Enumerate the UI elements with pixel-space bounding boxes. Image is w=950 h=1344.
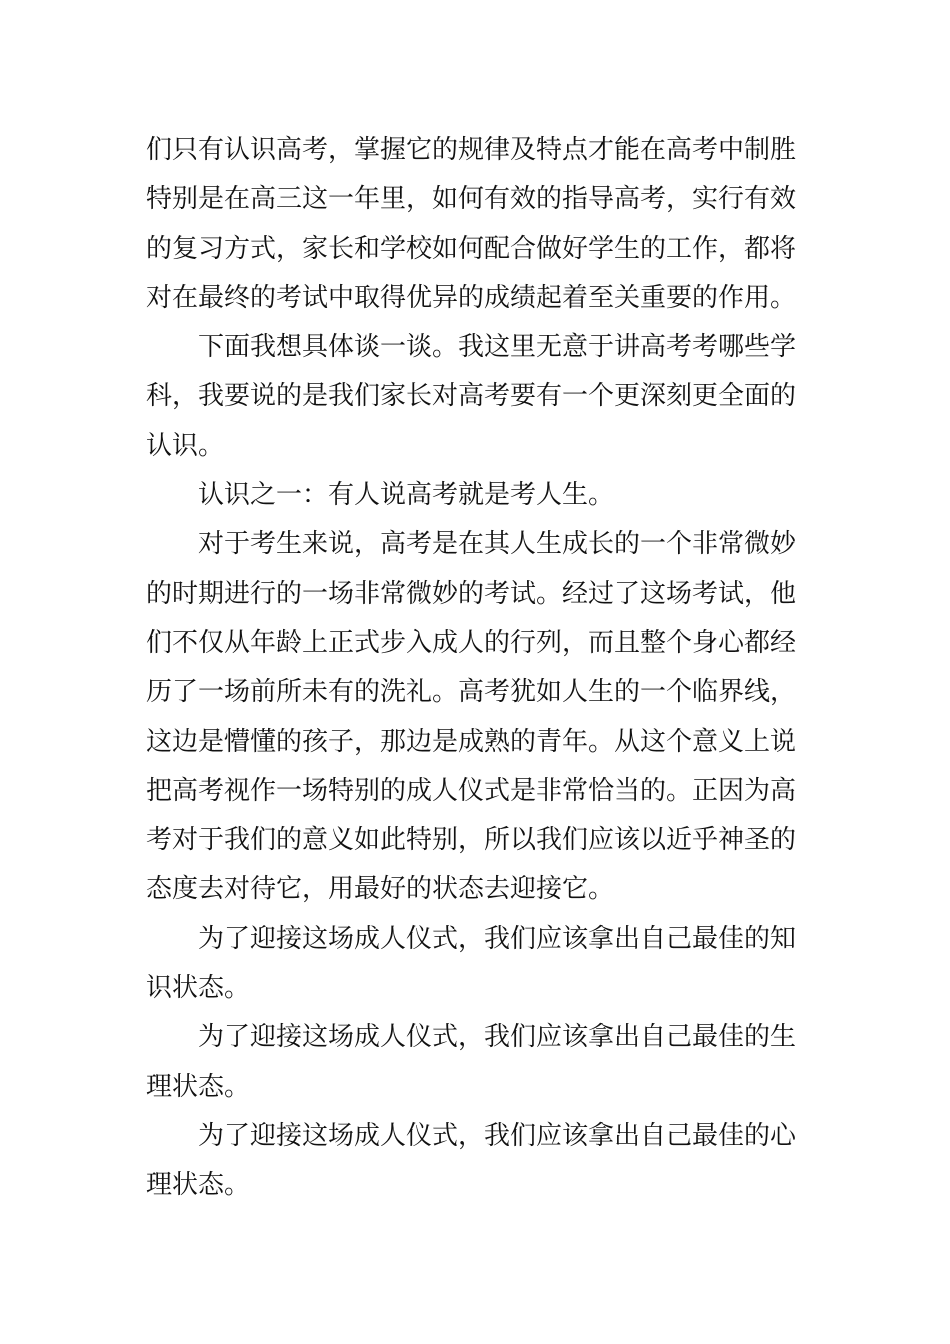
text-line: 为了迎接这场成人仪式，我们应该拿出自己最佳的知 (198, 923, 797, 954)
text-line: 这边是懵懂的孩子，那边是成熟的青年。从这个意义上说 (146, 726, 797, 757)
text-line: 认识之一：有人说高考就是考人生。 (198, 480, 615, 511)
text-line: 科，我要说的是我们家长对高考要有一个更深刻更全面的 (146, 381, 797, 412)
text-line: 识状态。 (146, 973, 251, 1004)
text-line: 下面我想具体谈一谈。我这里无意于讲高考考哪些学 (198, 332, 797, 363)
text-line: 对于考生来说，高考是在其人生成长的一个非常微妙 (198, 529, 797, 560)
text-line: 把高考视作一场特别的成人仪式是非常恰当的。正因为高 (146, 775, 797, 806)
text-line: 们不仅从年龄上正式步入成人的行列，而且整个身心都经 (146, 627, 797, 658)
text-line: 理状态。 (146, 1170, 251, 1201)
text-line: 为了迎接这场成人仪式，我们应该拿出自己最佳的生 (198, 1022, 797, 1053)
text-line: 理状态。 (146, 1071, 251, 1102)
text-line: 的时期进行的一场非常微妙的考试。经过了这场考试，他 (146, 578, 797, 609)
text-line: 的复习方式，家长和学校如何配合做好学生的工作，都将 (146, 233, 797, 264)
text-line: 考对于我们的意义如此特别，所以我们应该以近乎神圣的 (146, 825, 797, 856)
text-line: 对在最终的考试中取得优异的成绩起着至关重要的作用。 (146, 282, 797, 313)
text-line: 特别是在高三这一年里，如何有效的指导高考，实行有效 (146, 184, 797, 215)
text-line: 认识。 (146, 430, 225, 461)
text-line: 们只有认识高考，掌握它的规律及特点才能在高考中制胜 (146, 135, 797, 165)
text-line: 态度去对待它，用最好的状态去迎接它。 (146, 874, 615, 905)
document-body (146, 126, 812, 1211)
text-line: 为了迎接这场成人仪式，我们应该拿出自己最佳的心 (198, 1120, 797, 1151)
text-line: 历了一场前所未有的洗礼。高考犹如人生的一个临界线， (146, 677, 797, 708)
